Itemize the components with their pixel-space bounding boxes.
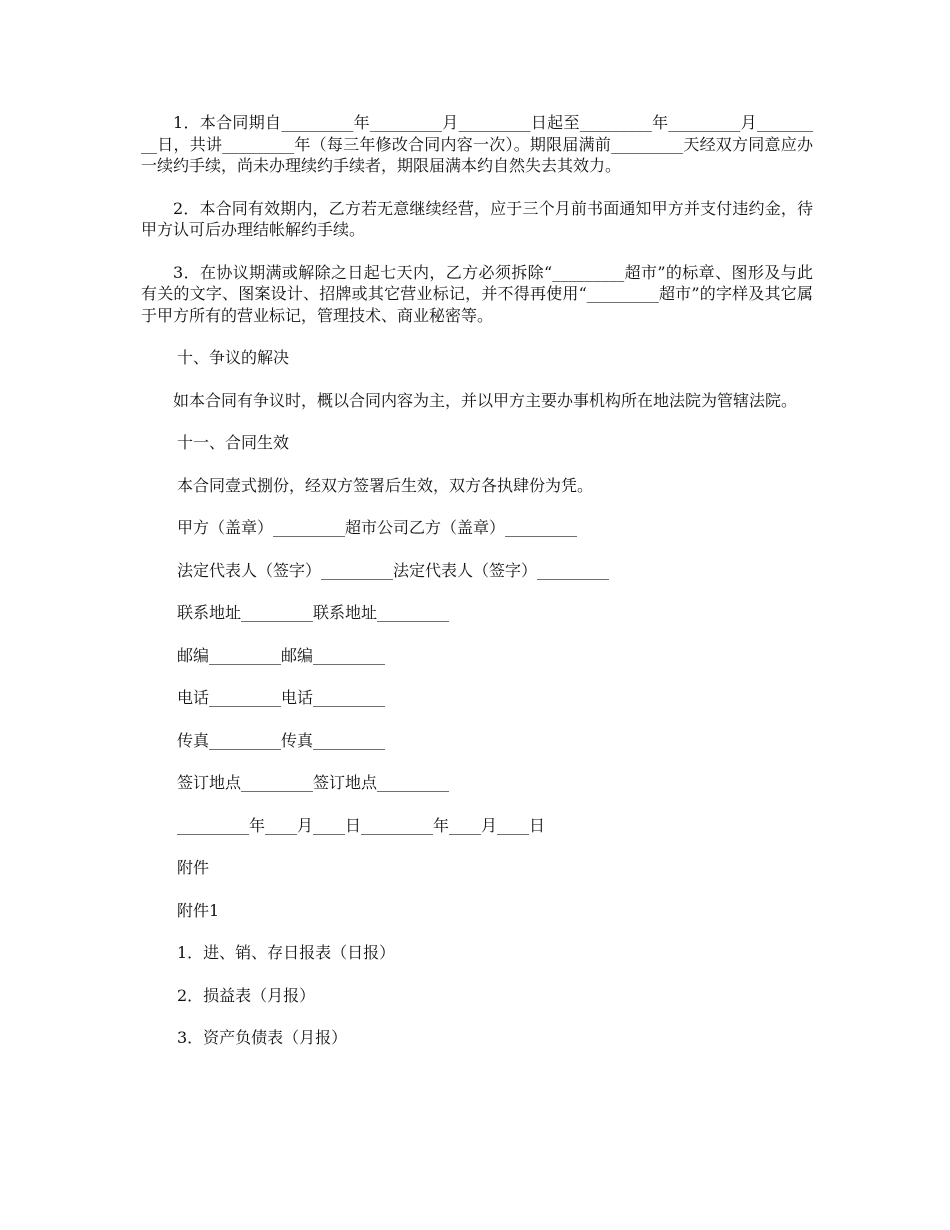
- clause-early-termination: 2．本合同有效期内，乙方若无意继续经营，应于三个月前书面通知甲方并支付违约金，待甲方认可后办理结帐解约手续。: [141, 198, 813, 239]
- signature-line-party: 甲方（盖章）_________超市公司乙方（盖章）_________: [177, 518, 578, 537]
- section-text-dispute: 如本合同有争议时，概以合同内容为主，并以甲方主要办事机构所在地法院为管辖法院。: [173, 390, 798, 410]
- section-title-dispute: 十、争议的解决: [177, 348, 290, 367]
- attachment-item: 2．损益表（月报）: [177, 985, 316, 1005]
- clause-term: 1．本合同期自_________年_________月_________日起至_________年_________月_________日，共讲_________年（每三年修改合同内容一次）。期限届满前_________天经双方同意应办一续约手续，尚未办理续约手续者，期限届满本约自然失去其效力。: [141, 113, 813, 175]
- signature-line-postcode: 邮编_________邮编_________: [177, 645, 386, 665]
- document-body: [141, 112, 813, 1070]
- signature-line-phone: 电话_________电话_________: [177, 688, 386, 707]
- signature-line-address: 联系地址_________联系地址_________: [177, 603, 450, 622]
- attachments-title: 附件: [177, 858, 210, 877]
- section-text-effectiveness: 本合同壹式捌份，经双方签署后生效，双方各执肆份为凭。: [177, 475, 594, 495]
- signature-line-place: 签订地点_________签订地点_________: [177, 773, 450, 792]
- section-title-effectiveness: 十一、合同生效: [177, 433, 290, 452]
- attachment-item: 1．进、销、存日报表（日报）: [177, 943, 396, 962]
- signature-line-representative: 法定代表人（签字）_________法定代表人（签字）_________: [177, 560, 610, 580]
- attachment-item: 3．资产负债表（月报）: [177, 1028, 348, 1047]
- signature-line-fax: 传真_________传真_________: [177, 730, 386, 750]
- clause-trademark-removal: 3．在协议期满或解除之日起七天内，乙方必须拆除“_________超市”的标章、图形及与此有关的文字、图案设计、招牌或其它营业标记，并不得再使用“_________超市”的字样及其它属于甲方所有的营业标记，管理技术、商业秘密等。: [141, 262, 813, 325]
- signature-line-date: _________年____月____日_________年____月____日: [177, 815, 546, 835]
- attachment-1-title: 附件1: [177, 900, 220, 920]
